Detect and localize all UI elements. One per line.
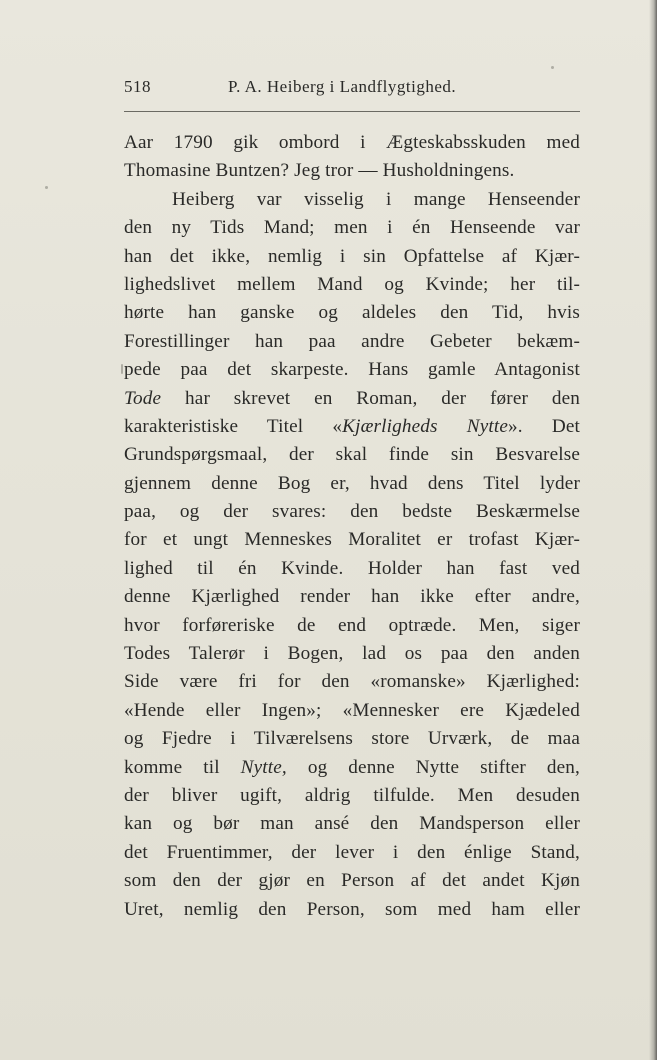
page-edge-shadow: [649, 0, 657, 1060]
text-line: som den der gjør en Person af det andet Kjøn: [124, 870, 580, 892]
text-line: Aar 1790 gik ombord i Ægteskabsskuden med: [124, 132, 580, 153]
text-line: lighedslivet mellem Mand og Kvinde; her til-: [124, 273, 580, 295]
text-line: hvor forføreriske de end optræde. Men, siger: [124, 614, 580, 636]
text-line: Thomasine Buntzen? Jeg tror — Husholdningens.: [124, 160, 515, 182]
page-number: 518: [124, 77, 151, 96]
text-line-start: karakteristiske Titel «: [124, 415, 343, 437]
text-line: Uret, nemlig den Person, som med ham eller: [124, 898, 580, 920]
text-line: for et ungt Menneskes Moralitet er trofast Kjær-: [124, 529, 580, 551]
text-line: hørte han ganske og aldeles den Tid, hvis: [124, 302, 580, 324]
text-line: han det ikke, nemlig i sin Opfattelse af Kjær-: [124, 245, 580, 267]
italic-book-title: Kjærligheds Nytte: [342, 415, 508, 437]
text-line: Forestillinger han paa andre Gebeter bekæm-: [124, 330, 580, 352]
text-line: det Fruentimmer, der lever i den énlige Stand,: [124, 841, 580, 863]
text-line-rest: har skrevet en Roman, der fører den: [161, 387, 580, 409]
text-line: Grundspørgsmaal, der skal finde sin Besvarelse: [124, 444, 580, 466]
text-line: [124, 754, 580, 782]
text-line: der bliver ugift, aldrig tilfulde. Men desuden: [124, 784, 580, 806]
paper-speck: [121, 364, 123, 374]
running-title: P. A. Heiberg i Landflygtighed.: [228, 77, 457, 96]
text-line: pede paa det skarpeste. Hans gamle Antagonist: [124, 359, 580, 381]
text-line: [124, 413, 580, 441]
text-line: Heiberg var visselig i mange Henseender: [172, 188, 580, 210]
text-line: denne Kjærlighed render han ikke efter andre,: [124, 586, 580, 608]
header-rule: [124, 111, 580, 112]
text-line: den ny Tids Mand; men i én Henseende var: [124, 217, 580, 239]
text-line: «Hende eller Ingen»; «Mennesker ere Kjædeled: [124, 699, 580, 721]
paper-speck: [551, 66, 554, 69]
text-line: lighed til én Kvinde. Holder han fast ved: [124, 557, 580, 579]
text-line: paa, og der svares: den bedste Beskærmelse: [124, 501, 580, 523]
page-header: [124, 77, 580, 103]
paper-speck: [45, 186, 48, 189]
text-line-rest: ». Det: [508, 415, 580, 437]
text-line: Todes Talerør i Bogen, lad os paa den anden: [124, 643, 580, 665]
text-line: [124, 385, 580, 413]
text-line-rest: og denne Nytte stifter den,: [286, 756, 581, 778]
body-text: [124, 129, 580, 924]
text-line-start: komme til: [124, 756, 241, 778]
text-line: Side være fri for den «romanske» Kjærlighed:: [124, 671, 580, 693]
italic-word: Nytte,: [240, 756, 287, 778]
text-line: og Fjedre i Tilværelsens store Urværk, de maa: [124, 728, 580, 750]
italic-author-name: Tode: [124, 387, 162, 409]
text-line: gjennem denne Bog er, hvad dens Titel lyder: [124, 472, 580, 494]
text-line: kan og bør man ansé den Mandsperson eller: [124, 813, 580, 835]
